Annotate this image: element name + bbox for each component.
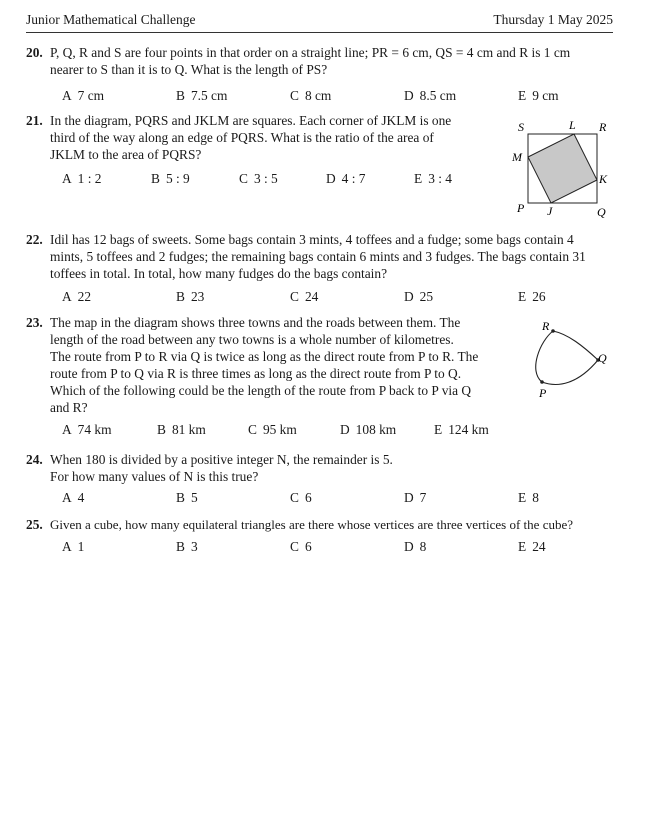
square-jklm	[528, 134, 597, 203]
question-number: 24.	[26, 452, 43, 467]
option-d[interactable]: D 7	[404, 490, 427, 505]
question-number: 21.	[26, 113, 43, 128]
label-m: M	[512, 150, 522, 164]
option-a[interactable]: A 4	[62, 490, 85, 505]
town-p-dot	[540, 380, 544, 384]
question-line: In the diagram, PQRS and JKLM are squares. Each corner of JKLM is one	[50, 113, 452, 128]
label-r: R	[542, 319, 550, 333]
map-diagram	[528, 316, 618, 404]
squares-diagram	[508, 114, 618, 220]
question-line: and R?	[50, 400, 88, 415]
question-line: Which of the following could be the length of the route from P back to P via Q	[50, 383, 472, 398]
question-number: 23.	[26, 315, 43, 330]
option-c[interactable]: C 95 km	[248, 422, 297, 437]
option-b[interactable]: B 7.5 cm	[176, 88, 228, 103]
option-d[interactable]: D 25	[404, 289, 434, 304]
option-b[interactable]: B 5 : 9	[151, 171, 190, 186]
option-c[interactable]: C 3 : 5	[239, 171, 278, 186]
town-r-dot	[551, 329, 555, 333]
option-c[interactable]: C 6	[290, 490, 312, 505]
question-text	[50, 112, 496, 163]
question-line: route from P to Q via R is three times as long as the direct route from P to Q.	[50, 366, 462, 381]
option-c[interactable]: C 6	[290, 539, 312, 554]
option-e[interactable]: E 26	[518, 289, 546, 304]
question-line: P, Q, R and S are four points in that order on a straight line; PR = 6 cm, QS = 4 cm and R is 1 cm	[50, 45, 571, 60]
label-l: L	[569, 118, 576, 132]
question-line: length of the road between any two towns is a whole number of kilometres.	[50, 332, 454, 347]
option-b[interactable]: B 3	[176, 539, 198, 554]
option-e[interactable]: E 9 cm	[518, 88, 559, 103]
label-s: S	[518, 120, 524, 134]
label-q: Q	[597, 205, 606, 219]
question-number: 22.	[26, 232, 43, 247]
label-p: P	[517, 201, 525, 215]
option-a[interactable]: A 1	[62, 539, 85, 554]
option-c[interactable]: C 8 cm	[290, 88, 332, 103]
label-k: K	[599, 172, 608, 186]
option-e[interactable]: E 124 km	[434, 422, 489, 437]
header-title: Junior Mathematical Challenge	[26, 12, 196, 27]
option-a[interactable]: A 1 : 2	[62, 171, 102, 186]
question-text	[50, 44, 616, 78]
label-r: R	[599, 120, 607, 134]
question-line: For how many values of N is this true?	[50, 469, 259, 484]
question-text	[50, 516, 618, 533]
page-header	[26, 10, 613, 33]
question-line: Given a cube, how many equilateral triangles are there whose vertices are three vertices of the cube?	[50, 517, 574, 532]
option-b[interactable]: B 81 km	[157, 422, 206, 437]
question-line: When 180 is divided by a positive integer N, the remainder is 5.	[50, 452, 393, 467]
question-line: The map in the diagram shows three towns and the roads between them. The	[50, 315, 461, 330]
question-number: 25.	[26, 517, 43, 532]
question-line: mints, 5 toffees and 2 fudges; the remaining bags contain 6 mints and 3 fudges. The bags contain 31	[50, 249, 586, 264]
map-roads	[536, 331, 598, 384]
label-p: P	[539, 386, 547, 400]
option-d[interactable]: D 4 : 7	[326, 171, 366, 186]
header-date: Thursday 1 May 2025	[493, 12, 613, 27]
question-line: third of the way along an edge of PQRS. What is the ratio of the area of	[50, 130, 434, 145]
question-text	[50, 451, 616, 485]
question-number: 20.	[26, 45, 43, 60]
question-text	[50, 314, 526, 416]
option-d[interactable]: D 108 km	[340, 422, 397, 437]
label-q: Q	[598, 351, 607, 365]
label-j: J	[547, 204, 553, 218]
option-c[interactable]: C 24	[290, 289, 319, 304]
question-text	[50, 231, 618, 282]
question-line: Idil has 12 bags of sweets. Some bags contain 3 mints, 4 toffees and a fudge; some bags contain 4	[50, 232, 574, 247]
option-d[interactable]: D 8	[404, 539, 427, 554]
question-line: The route from P to R via Q is twice as long as the direct route from P to R. The	[50, 349, 479, 364]
option-a[interactable]: A 74 km	[62, 422, 112, 437]
option-a[interactable]: A 22	[62, 289, 92, 304]
option-d[interactable]: D 8.5 cm	[404, 88, 457, 103]
option-e[interactable]: E 3 : 4	[414, 171, 452, 186]
question-line: toffees in total. In total, how many fudges do the bags contain?	[50, 266, 388, 281]
option-e[interactable]: E 24	[518, 539, 546, 554]
option-b[interactable]: B 23	[176, 289, 205, 304]
option-a[interactable]: A 7 cm	[62, 88, 105, 103]
option-b[interactable]: B 5	[176, 490, 198, 505]
question-line: nearer to S than it is to Q. What is the length of PS?	[50, 62, 328, 77]
option-e[interactable]: E 8	[518, 490, 539, 505]
question-line: JKLM to the area of PQRS?	[50, 147, 202, 162]
